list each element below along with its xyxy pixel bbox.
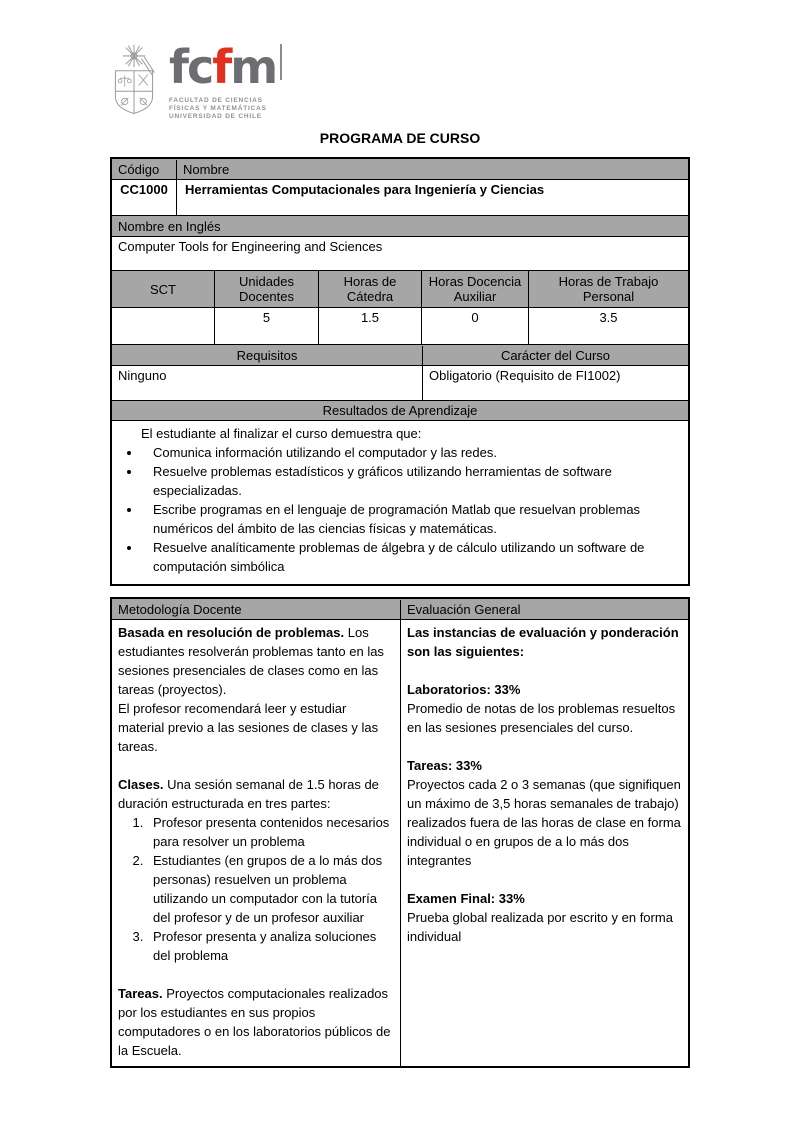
codigo-value-cell: CC1000 <box>120 182 168 197</box>
resultado-bullet: • Comunica información utilizando el computador y las redes. <box>142 443 680 462</box>
examen-final-desc: Prueba global realizada por escrito y en forma individual <box>407 910 673 944</box>
horas-trabajo-value-cell: 3.5 <box>528 308 688 344</box>
horas-docencia-header-cell: Horas Docencia Auxiliar <box>421 271 528 307</box>
page-title: PROGRAMA DE CURSO <box>319 130 481 146</box>
metodologia-paragraph-clases <box>118 775 393 813</box>
sct-header-row <box>112 270 688 307</box>
wordmark-endbar <box>280 44 282 80</box>
nombre-value-cell: Herramientas Computacionales para Ingeniería y Ciencias <box>176 180 688 215</box>
fcfm-wordmark <box>169 42 282 92</box>
clases-rest: Una sesión semanal de 1.5 horas de duración estructurada en tres partes: <box>118 777 379 811</box>
sct-header-cell: SCT <box>150 281 176 297</box>
wordmark-f-red: f <box>212 40 231 94</box>
caracter-value-cell: Obligatorio (Requisito de FI1002) <box>422 366 688 400</box>
examen-final-label: Examen Final: 33% <box>407 891 525 906</box>
course-info-table <box>110 157 690 586</box>
nombre-ingles-header-cell: Nombre en Inglés <box>118 219 221 234</box>
wordmark-m: m <box>230 40 277 94</box>
nombre-ingles-header-row <box>112 215 688 236</box>
tareas-rest: Proyectos computacionales realizados por los estudiantes en sus propios computadores o en los laboratorios públicos de la Escuela. <box>118 986 391 1058</box>
codigo-nombre-value-row <box>112 179 688 215</box>
spacer <box>407 737 681 756</box>
block2-header-row <box>112 599 688 619</box>
requisitos-value-row <box>112 365 688 400</box>
evaluacion-content-cell <box>400 620 688 1066</box>
requisitos-header-row <box>112 344 688 365</box>
caption-line-1: FACULTAD DE CIENCIAS <box>169 97 263 104</box>
sct-value-cell <box>112 308 214 344</box>
horas-trabajo-header-cell: Horas de Trabajo Personal <box>528 271 688 307</box>
clases-item: 3. Profesor presenta y analiza soluciones del problema <box>147 927 393 965</box>
metodologia-p1-lead: Basada en resolución de problemas. <box>118 625 345 640</box>
caption-line-2: FÍSICAS Y MATEMÁTICAS <box>169 105 267 112</box>
metodologia-p1-rest: Los estudiantes resolverán problemas tanto en las sesiones presenciales de clases como en las tareas (proyectos). <box>118 625 384 697</box>
spacer <box>407 870 681 889</box>
sct-values-row <box>112 307 688 344</box>
nombre-ingles-value-row <box>112 236 688 270</box>
resultados-intro: El estudiante al finalizar el curso demuestra que: <box>141 426 422 441</box>
caracter-header-cell: Carácter del Curso <box>422 346 688 365</box>
metodologia-paragraph-basada <box>118 623 393 699</box>
resultado-bullet: • Resuelve analíticamente problemas de álgebra y de cálculo utilizando un software de computación simbólica <box>142 538 680 576</box>
resultados-content-cell <box>112 421 688 584</box>
metodologia-content-cell <box>112 620 400 1066</box>
laboratorios-desc: Promedio de notas de los problemas resueltos en las sesiones presenciales del curso. <box>407 701 676 735</box>
spacer <box>407 661 681 680</box>
unidades-docentes-value-cell: 5 <box>214 308 318 344</box>
codigo-nombre-header-row <box>112 159 688 179</box>
requisitos-value-cell: Ninguno <box>118 368 167 383</box>
laboratorios-label: Laboratorios: 33% <box>407 682 521 697</box>
tareas-eval-desc: Proyectos cada 2 o 3 semanas (que signifiquen un máximo de 3,5 horas semanales de trabajo) realizados fuera de las horas de clase en forma individual o en grupos de a lo más dos integrantes <box>407 777 681 868</box>
wordmark-fc: fc <box>169 40 213 94</box>
logo-text <box>169 42 282 121</box>
clases-item: 1. Profesor presenta contenidos necesarios para resolver un problema <box>147 813 393 851</box>
resultado-bullet: • Escribe programas en el lenguaje de programación Matlab que resuelvan problemas numéricos del ámbito de las ciencias físicas y matemáticas. <box>142 500 680 538</box>
metodologia-paragraph-profesor: El profesor recomendará leer y estudiar material previo a las sesiones de clases y las tareas. <box>118 701 379 754</box>
horas-catedra-value-cell: 1.5 <box>318 308 421 344</box>
tareas-lead: Tareas. <box>118 986 163 1001</box>
unidades-docentes-header-cell: Unidades Docentes <box>214 271 318 307</box>
university-crest-icon <box>108 42 160 120</box>
clases-numbered-list <box>118 813 393 965</box>
nombre-header-cell: Nombre <box>176 160 688 179</box>
horas-docencia-value-cell: 0 <box>421 308 528 344</box>
resultados-header-cell: Resultados de Aprendizaje <box>322 403 478 418</box>
resultados-header-row <box>112 400 688 420</box>
caption-line-3: UNIVERSIDAD DE CHILE <box>169 113 262 120</box>
spacer <box>118 756 393 775</box>
nombre-ingles-value-cell: Computer Tools for Engineering and Sciences <box>118 239 383 254</box>
fcfm-logo <box>108 42 282 121</box>
evaluacion-header-cell: Evaluación General <box>400 600 688 619</box>
tareas-eval-label: Tareas: 33% <box>407 758 482 773</box>
evaluacion-intro: Las instancias de evaluación y ponderación son las siguientes: <box>407 625 679 659</box>
metodologia-header-cell: Metodología Docente <box>118 602 242 617</box>
clases-lead: Clases. <box>118 777 164 792</box>
codigo-header-cell: Código <box>118 162 160 177</box>
requisitos-header-cell: Requisitos <box>236 348 298 363</box>
horas-catedra-header-cell: Horas de Cátedra <box>318 271 421 307</box>
metodologia-evaluacion-table <box>110 597 690 1068</box>
clases-item: 2. Estudiantes (en grupos de a lo más dos personas) resuelven un problema utilizando un computador con la tutoría del profesor y de un profesor auxiliar <box>147 851 393 927</box>
resultado-bullet: • Resuelve problemas estadísticos y gráficos utilizando herramientas de software especializadas. <box>142 462 680 500</box>
spacer <box>118 965 393 984</box>
block2-body-row <box>112 619 688 1066</box>
resultados-bullet-list <box>118 443 680 576</box>
metodologia-paragraph-tareas <box>118 984 393 1060</box>
logo-caption <box>169 97 282 121</box>
resultados-content-row <box>112 420 688 584</box>
